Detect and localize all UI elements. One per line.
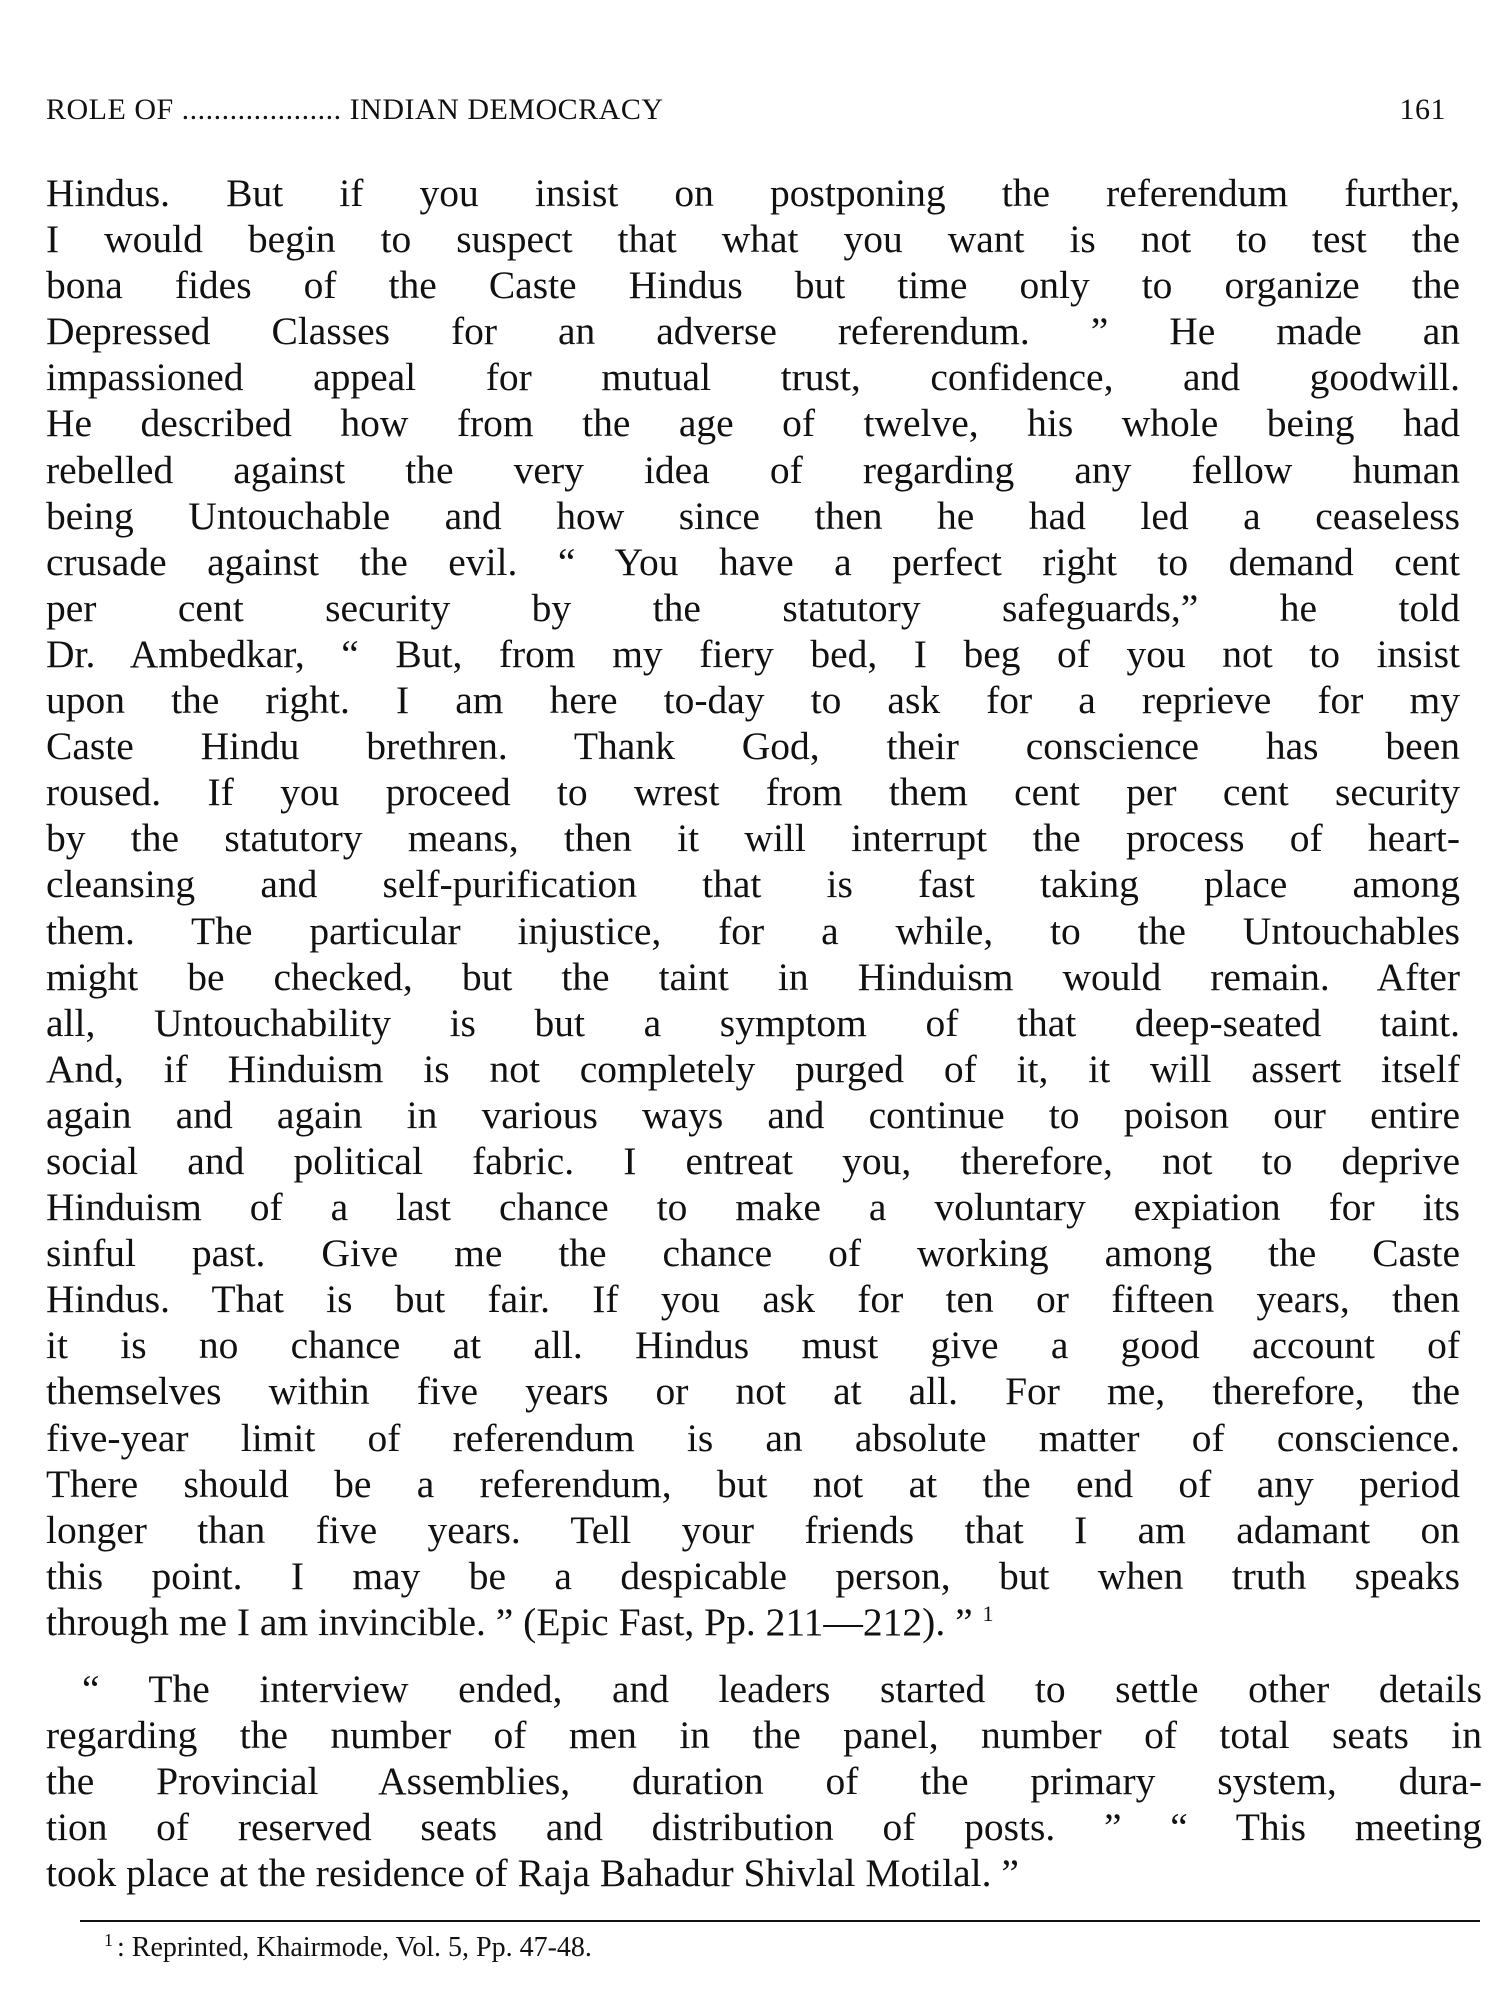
text-line: He described how from the age of twelve, his whole being had	[46, 401, 1460, 446]
text-line: them. The particular injustice, for a while, to the Untouchables	[46, 908, 1460, 953]
text-line: Dr. Ambedkar, “ But, from my fiery bed, I beg of you not to insist	[46, 631, 1460, 676]
text-line-last: took place at the residence of Raja Bahadur Shivlal Motilal. ”	[46, 1851, 1019, 1895]
text-line: sinful past. Give me the chance of working among the Caste	[46, 1231, 1460, 1276]
text-line-content: through me I am invincible. ” (Epic Fast, Pp. 211—212). ”	[46, 1599, 973, 1644]
text-line: the Provincial Assemblies, duration of the primary system, dura-	[46, 1759, 1482, 1803]
text-line: I would begin to suspect that what you want is not to test the	[46, 217, 1460, 262]
text-line: all, Untouchability is but a symptom of that deep-seated taint.	[46, 1000, 1460, 1045]
text-line: longer than five years. Tell your friends that I am adamant on	[46, 1507, 1460, 1552]
text-line: five-year limit of referendum is an absolute matter of conscience.	[46, 1415, 1460, 1460]
text-line: by the statutory means, then it will interrupt the process of heart-	[46, 816, 1460, 861]
text-line: per cent security by the statutory safeguards,” he told	[46, 585, 1460, 630]
text-line: tion of reserved seats and distribution of posts. ” “ This meeting	[46, 1805, 1482, 1849]
text-line: Hindus. But if you insist on postponing the referendum further,	[46, 171, 1460, 215]
text-line: social and political fabric. I entreat you, therefore, not to deprive	[46, 1138, 1460, 1183]
text-line: rebelled against the very idea of regarding any fellow human	[46, 447, 1460, 492]
running-header-title: ROLE OF .................... INDIAN DEMOCRACY	[46, 93, 664, 126]
text-line: Depressed Classes for an adverse referendum. ” He made an	[46, 309, 1460, 354]
text-line: “ The interview ended, and leaders started to settle other details	[82, 1667, 1482, 1711]
page-number: 161	[1399, 93, 1446, 126]
footnote	[104, 1929, 592, 1964]
text-line: And, if Hinduism is not completely purged of it, it will assert itself	[46, 1046, 1460, 1091]
text-line: themselves within five years or not at all. For me, therefore, the	[46, 1369, 1460, 1414]
main-paragraph	[46, 170, 1460, 1645]
text-line: upon the right. I am here to-day to ask for a reprieve for my	[46, 678, 1460, 723]
text-line: Hindus. That is but fair. If you ask for ten or fifteen years, then	[46, 1277, 1460, 1322]
text-line: impassioned appeal for mutual trust, confidence, and goodwill.	[46, 355, 1460, 400]
text-line: crusade against the evil. “ You have a perfect right to demand cent	[46, 539, 1460, 584]
text-line-last	[46, 1599, 1460, 1645]
footnote-divider	[80, 1920, 1480, 1922]
text-line: might be checked, but the taint in Hinduism would remain. After	[46, 954, 1460, 999]
footnote-mark: 1	[104, 1929, 113, 1950]
footnote-text: : Reprinted, Khairmode, Vol. 5, Pp. 47-48.	[117, 1932, 592, 1963]
text-line: being Untouchable and how since then he had led a ceaseless	[46, 493, 1460, 538]
text-line: There should be a referendum, but not at the end of any period	[46, 1461, 1460, 1506]
text-line: Caste Hindu brethren. Thank God, their conscience has been	[46, 724, 1460, 769]
running-header	[46, 93, 1446, 133]
text-line: regarding the number of men in the panel, number of total seats in	[46, 1713, 1482, 1757]
text-line: Hinduism of a last chance to make a voluntary expiation for its	[46, 1185, 1460, 1230]
text-line: bona fides of the Caste Hindus but time only to organize the	[46, 263, 1460, 308]
footnote-reference[interactable]: 1	[982, 1600, 994, 1626]
second-paragraph	[46, 1666, 1482, 1896]
text-line: it is no chance at all. Hindus must give a good account of	[46, 1323, 1460, 1368]
text-line: cleansing and self-purification that is fast taking place among	[46, 862, 1460, 907]
text-line: this point. I may be a despicable person, but when truth speaks	[46, 1553, 1460, 1598]
text-line: again and again in various ways and continue to poison our entire	[46, 1092, 1460, 1137]
text-line: roused. If you proceed to wrest from them cent per cent security	[46, 770, 1460, 815]
